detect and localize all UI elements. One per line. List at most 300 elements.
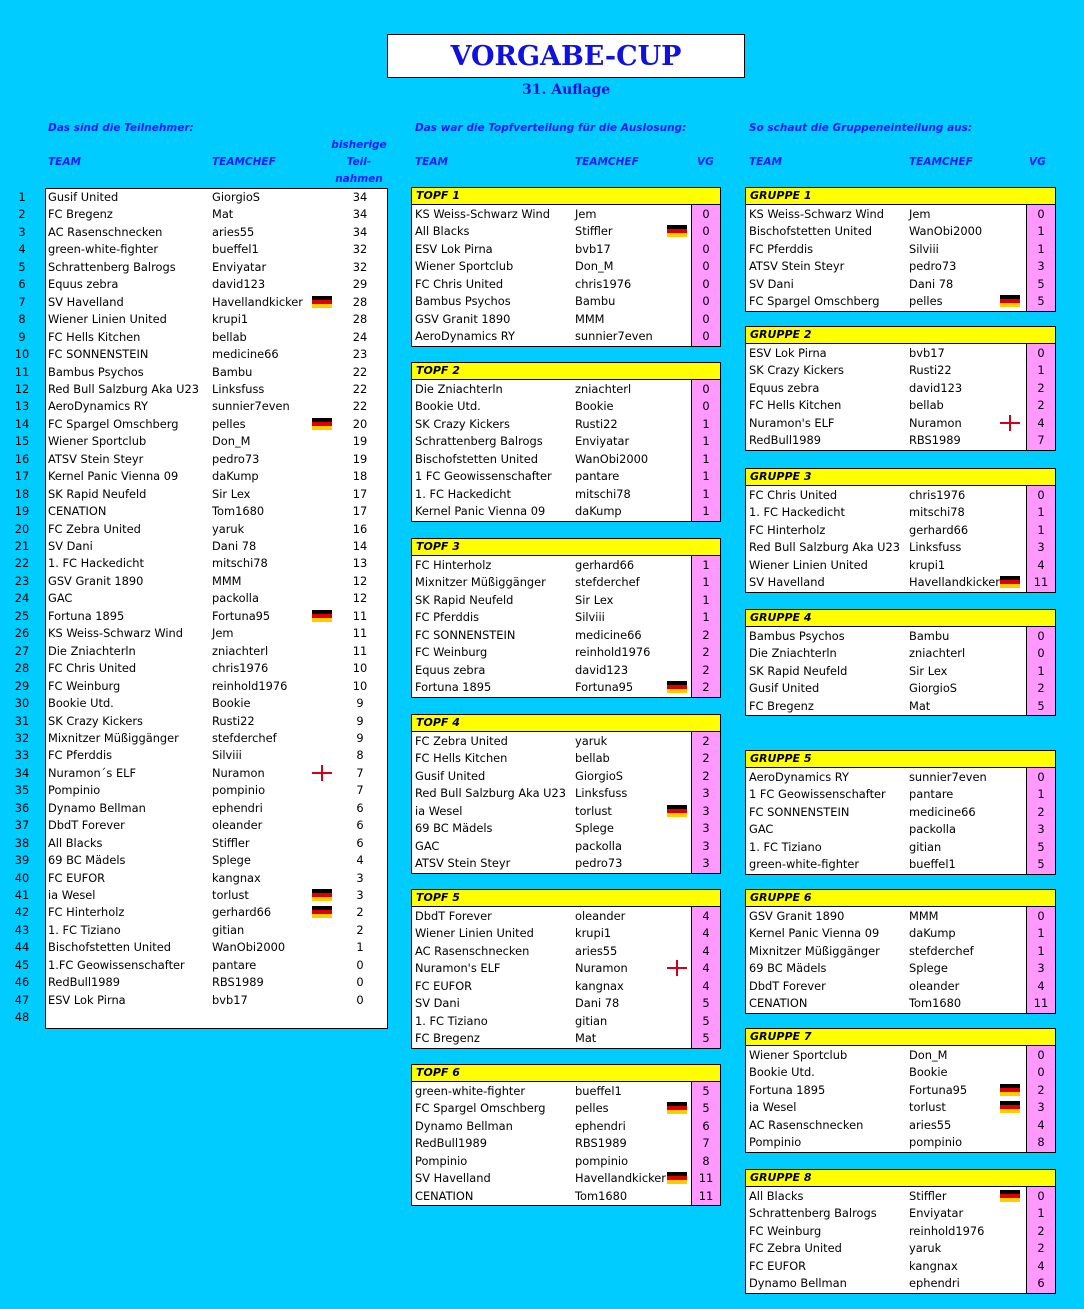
team-chef: Sir Lex xyxy=(212,486,251,501)
pots-heading: Das war die Topfverteilung für die Auslosung: xyxy=(415,122,687,134)
german-flag-icon xyxy=(1000,295,1020,307)
team-name: FC EUFOR xyxy=(749,1258,807,1273)
team-name: Red Bull Salzburg Aka U23 xyxy=(48,381,200,396)
participation-count: 0 xyxy=(356,992,364,1007)
vg-value: 3 xyxy=(1037,1100,1045,1115)
team-name: Schrattenberg Balrogs xyxy=(749,1206,877,1221)
pot-row xyxy=(412,592,720,609)
team-name: RedBull1989 xyxy=(48,975,120,990)
team-name: Die Zniachterln xyxy=(749,646,837,661)
team-chef: gitian xyxy=(909,839,942,854)
team-chef: pelles xyxy=(575,1101,609,1116)
row-number: 14 xyxy=(14,416,30,431)
team-chef: WanObi2000 xyxy=(909,224,983,239)
vg-value: 1 xyxy=(1037,363,1045,378)
team-name: green-white-fighter xyxy=(749,857,860,872)
team-chef: Havellandkicker xyxy=(909,575,1000,590)
team-chef: Jem xyxy=(909,207,931,221)
participation-count: 14 xyxy=(352,539,368,553)
pot-body xyxy=(411,204,721,347)
vg-value: 0 xyxy=(1037,909,1045,923)
group-row xyxy=(746,223,1055,240)
team-name: Schrattenberg Balrogs xyxy=(415,434,543,449)
participation-count: 19 xyxy=(352,434,368,449)
team-name: CENATION xyxy=(749,996,808,1011)
pot-row xyxy=(412,223,720,240)
team-chef: Nuramon xyxy=(212,765,265,780)
row-number: 10 xyxy=(14,347,30,362)
team-chef: bellab xyxy=(575,751,610,766)
vg-value: 1 xyxy=(702,434,710,449)
group-box xyxy=(745,609,1056,716)
participant-row xyxy=(14,1009,387,1026)
team-chef: Bookie xyxy=(909,1065,948,1080)
vg-value: 5 xyxy=(1037,857,1045,872)
pot-box xyxy=(411,187,721,347)
pot-row xyxy=(412,820,720,837)
team-name: 1. FC Hackedicht xyxy=(415,486,511,501)
participation-count: 8 xyxy=(356,748,364,763)
participation-count: 34 xyxy=(352,224,368,239)
team-name: Dynamo Bellman xyxy=(415,1118,513,1133)
pot-row xyxy=(412,943,720,960)
participant-row xyxy=(14,974,387,991)
vg-value: 1 xyxy=(1037,522,1045,537)
team-chef: Sir Lex xyxy=(575,592,614,607)
team-chef: GiorgioS xyxy=(575,768,624,783)
pot-row xyxy=(412,241,720,258)
group-row xyxy=(746,680,1055,697)
team-name: ATSV Stein Steyr xyxy=(749,259,845,274)
vg-value: 3 xyxy=(1037,259,1045,274)
vg-value: 5 xyxy=(702,1031,710,1046)
team-chef: Mat xyxy=(909,698,931,713)
group-body xyxy=(745,767,1056,875)
participation-count: 6 xyxy=(356,835,364,850)
participant-row xyxy=(14,678,387,695)
team-name: Bambus Psychos xyxy=(48,364,144,379)
team-name: 1 FC Geowissenschafter xyxy=(749,787,886,802)
row-number: 2 xyxy=(18,207,26,222)
row-number: 1 xyxy=(18,190,26,204)
group-row xyxy=(746,557,1055,574)
team-chef: Linksfuss xyxy=(909,540,962,555)
team-name: KS Weiss-Schwarz Wind xyxy=(749,207,884,221)
participation-count: 13 xyxy=(352,556,368,571)
team-chef: pompinio xyxy=(575,1153,629,1168)
team-chef: zniachterl xyxy=(212,643,269,658)
group-label: GRUPPE 3 xyxy=(745,468,1056,486)
vg-value: 1 xyxy=(1037,224,1045,239)
german-flag-icon xyxy=(667,1102,687,1114)
participant-row xyxy=(14,643,387,660)
pot-row xyxy=(412,908,720,925)
team-name: DbdT Forever xyxy=(415,909,492,923)
team-name: Gusif United xyxy=(749,681,820,696)
participant-row xyxy=(14,922,387,939)
team-chef: Tom1680 xyxy=(212,504,265,519)
pot-row xyxy=(412,768,720,785)
pots-col-team: TEAM xyxy=(415,156,448,168)
team-chef: MMM xyxy=(575,311,605,326)
participant-row xyxy=(18,294,387,311)
vg-value: 1 xyxy=(1037,663,1045,678)
group-row xyxy=(746,397,1055,414)
team-name: FC Spargel Omschberg xyxy=(749,294,880,309)
group-row xyxy=(746,663,1055,680)
team-name: 69 BC Mädels xyxy=(415,821,493,836)
participant-row xyxy=(14,433,387,450)
group-row xyxy=(746,908,1055,925)
team-chef: pedro73 xyxy=(575,856,623,871)
team-chef: aries55 xyxy=(575,943,618,958)
group-row xyxy=(746,1275,1055,1292)
vg-value: 0 xyxy=(1037,770,1045,784)
team-name: Equus zebra xyxy=(415,662,486,677)
team-chef: kangnax xyxy=(212,870,261,885)
team-chef: Bookie xyxy=(212,696,251,711)
row-number: 17 xyxy=(14,469,30,484)
participant-row xyxy=(14,346,387,363)
team-chef: medicine66 xyxy=(575,627,642,642)
team-name: Pompinio xyxy=(749,1135,802,1150)
vg-value: 2 xyxy=(1037,398,1045,413)
group-row xyxy=(746,487,1055,504)
team-name: FC SONNENSTEIN xyxy=(48,347,149,362)
participation-count: 32 xyxy=(352,242,368,257)
team-chef: bueffel1 xyxy=(212,242,259,257)
participation-count: 2 xyxy=(356,905,364,920)
vg-value: 1 xyxy=(1037,1206,1045,1221)
team-name: SK Crazy Kickers xyxy=(48,713,143,728)
team-name: Gusif United xyxy=(48,190,119,204)
team-chef: Jem xyxy=(575,207,597,221)
row-number: 45 xyxy=(14,957,30,972)
team-chef: Silviii xyxy=(212,748,242,763)
team-name: FC Weinburg xyxy=(48,678,121,693)
participants-col-part-1: bisherige xyxy=(331,139,387,151)
team-name: GSV Granit 1890 xyxy=(48,573,144,588)
row-number: 39 xyxy=(14,853,30,868)
team-name: Bookie Utd. xyxy=(48,696,114,711)
team-chef: Silviii xyxy=(909,241,939,256)
team-name: Wiener Sportclub xyxy=(48,434,147,449)
team-chef: reinhold1976 xyxy=(575,645,651,660)
group-box xyxy=(745,889,1056,1014)
team-name: FC Hells Kitchen xyxy=(415,751,508,766)
vg-value: 0 xyxy=(702,294,710,309)
page-title: VORGABE-CUP xyxy=(387,34,745,78)
team-name: FC SONNENSTEIN xyxy=(415,627,516,642)
german-flag-icon xyxy=(312,906,332,918)
team-name: SV Havelland xyxy=(48,294,124,309)
english-flag-icon xyxy=(667,960,687,976)
pot-body xyxy=(411,731,721,874)
row-number: 30 xyxy=(14,696,30,711)
row-number: 16 xyxy=(14,451,30,466)
team-name: Dynamo Bellman xyxy=(48,800,146,815)
team-chef: pedro73 xyxy=(909,259,957,274)
vg-value: 2 xyxy=(702,768,710,783)
vg-value: 3 xyxy=(1037,540,1045,555)
group-row xyxy=(746,804,1055,821)
groups-col-team: TEAM xyxy=(749,156,782,168)
team-chef: bellab xyxy=(212,329,247,344)
participation-count: 9 xyxy=(356,730,364,745)
vg-value: 1 xyxy=(1037,926,1045,941)
team-name: SK Rapid Neufeld xyxy=(48,486,147,501)
participant-row xyxy=(14,590,387,607)
participation-count: 11 xyxy=(352,626,368,641)
team-name: Nuramon´s ELF xyxy=(48,765,137,780)
team-name: Fortuna 1895 xyxy=(415,680,492,695)
group-row xyxy=(746,769,1055,786)
group-row xyxy=(746,1205,1055,1222)
team-name: Fortuna 1895 xyxy=(48,608,125,623)
participation-count: 28 xyxy=(352,294,368,309)
team-chef: torlust xyxy=(575,803,612,818)
row-number: 47 xyxy=(14,992,30,1007)
vg-value: 1 xyxy=(702,451,710,466)
vg-value: 2 xyxy=(1037,1241,1045,1256)
team-name: SK Rapid Neufeld xyxy=(749,663,848,678)
team-name: FC Hinterholz xyxy=(415,558,492,572)
vg-value: 0 xyxy=(702,382,710,396)
participation-count: 10 xyxy=(352,678,368,693)
team-name: FC Weinburg xyxy=(415,645,488,660)
group-row xyxy=(746,856,1055,873)
group-body xyxy=(745,906,1056,1014)
team-chef: kangnax xyxy=(575,978,624,993)
participant-row xyxy=(14,608,387,625)
team-name: AC Rasenschnecken xyxy=(48,224,163,239)
vg-value: 6 xyxy=(1037,1276,1045,1291)
row-number: 42 xyxy=(14,905,30,920)
team-chef: stefderchef xyxy=(575,575,640,590)
team-name: CENATION xyxy=(48,504,107,519)
pot-label: TOPF 3 xyxy=(411,538,721,556)
row-number: 6 xyxy=(18,277,26,292)
team-chef: aries55 xyxy=(909,1117,952,1132)
team-name: GAC xyxy=(48,591,73,606)
team-chef: RBS1989 xyxy=(212,975,264,990)
vg-value: 7 xyxy=(702,1136,710,1151)
group-row xyxy=(746,1099,1055,1116)
team-name: Bischofstetten United xyxy=(415,451,538,466)
team-name: FC Chris United xyxy=(415,276,504,291)
vg-value: 1 xyxy=(702,416,710,431)
row-number: 24 xyxy=(14,591,30,606)
german-flag-icon xyxy=(667,225,687,237)
participant-row xyxy=(14,573,387,590)
row-number: 37 xyxy=(14,818,30,833)
team-name: SV Dani xyxy=(749,276,794,291)
pot-label: TOPF 6 xyxy=(411,1064,721,1082)
participant-row xyxy=(14,416,387,433)
pot-row xyxy=(412,276,720,293)
team-name: Fortuna 1895 xyxy=(749,1082,826,1097)
vg-value: 4 xyxy=(1037,1117,1045,1132)
team-chef: Enviyatar xyxy=(575,434,630,449)
team-chef: Bookie xyxy=(575,399,614,414)
row-number: 43 xyxy=(14,922,30,937)
pot-box xyxy=(411,538,721,698)
group-box xyxy=(745,468,1056,593)
group-row xyxy=(746,522,1055,539)
vg-value: 0 xyxy=(1037,346,1045,360)
team-chef: Havellandkicker xyxy=(575,1171,666,1186)
group-body xyxy=(745,626,1056,716)
team-name: FC Spargel Omschberg xyxy=(415,1101,546,1116)
participant-row xyxy=(14,381,387,398)
team-name: Bookie Utd. xyxy=(415,399,481,414)
vg-value: 3 xyxy=(1037,961,1045,976)
team-chef: GiorgioS xyxy=(212,190,261,204)
vg-value: 4 xyxy=(1037,1258,1045,1273)
row-number: 25 xyxy=(14,608,30,623)
pot-body xyxy=(411,1081,721,1206)
team-name: DbdT Forever xyxy=(749,978,826,993)
pot-row xyxy=(412,855,720,872)
team-chef: Havellandkicker xyxy=(212,294,303,309)
team-chef: WanObi2000 xyxy=(212,940,286,955)
participant-row xyxy=(14,503,387,520)
pot-label: TOPF 5 xyxy=(411,889,721,907)
participant-row xyxy=(14,538,387,555)
team-chef: sunnier7even xyxy=(212,399,290,414)
team-name: FC Pferddis xyxy=(749,241,814,256)
team-chef: medicine66 xyxy=(212,347,279,362)
group-row xyxy=(746,241,1055,258)
team-name: Bambus Psychos xyxy=(749,629,845,643)
row-number: 7 xyxy=(18,294,26,309)
participants-col-part-3: nahmen xyxy=(335,173,383,185)
participation-count: 0 xyxy=(356,975,364,990)
team-name: Mixnitzer Müßiggänger xyxy=(749,943,880,958)
team-chef: david123 xyxy=(909,380,963,395)
pot-row xyxy=(412,609,720,626)
team-chef: krupi1 xyxy=(909,557,946,572)
team-chef: Don_M xyxy=(575,259,614,274)
team-chef: Enviyatar xyxy=(212,259,267,274)
team-name: ESV Lok Pirna xyxy=(48,992,126,1007)
pot-row xyxy=(412,978,720,995)
team-name: Bischofstetten United xyxy=(749,224,872,239)
team-chef: Linksfuss xyxy=(212,381,265,396)
groups-heading: So schaut die Gruppeneinteilung aus: xyxy=(749,122,973,134)
participation-count: 22 xyxy=(352,381,368,396)
participation-count: 2 xyxy=(356,922,364,937)
participation-count: 19 xyxy=(352,451,368,466)
team-chef: reinhold1976 xyxy=(909,1223,985,1238)
team-chef: packolla xyxy=(212,591,259,606)
group-row xyxy=(746,276,1055,293)
team-name: AeroDynamics RY xyxy=(749,770,849,784)
vg-value: 3 xyxy=(702,803,710,818)
team-name: AeroDynamics RY xyxy=(48,399,148,414)
team-chef: Splege xyxy=(212,853,251,868)
pot-row xyxy=(412,1118,720,1135)
group-row xyxy=(746,960,1055,977)
team-chef: gitian xyxy=(212,922,245,937)
pot-row xyxy=(412,750,720,767)
team-name: FC Bregenz xyxy=(749,698,814,713)
team-chef: pompinio xyxy=(212,783,266,798)
participation-count: 12 xyxy=(352,591,368,606)
team-chef: stefderchef xyxy=(909,943,974,958)
team-chef: Enviyatar xyxy=(909,1206,964,1221)
participant-row xyxy=(18,329,387,346)
row-number: 3 xyxy=(18,224,26,239)
team-chef: daKump xyxy=(575,504,622,519)
team-name: 69 BC Mädels xyxy=(749,961,827,976)
pot-label: TOPF 4 xyxy=(411,714,721,732)
pot-row xyxy=(412,574,720,591)
team-chef: MMM xyxy=(909,909,939,923)
row-number: 19 xyxy=(14,504,30,519)
vg-value: 1 xyxy=(702,592,710,607)
vg-value: 5 xyxy=(1037,698,1045,713)
vg-value: 1 xyxy=(1037,943,1045,958)
pot-label: TOPF 2 xyxy=(411,362,721,380)
participant-row xyxy=(14,852,387,869)
team-chef: GiorgioS xyxy=(909,681,958,696)
team-chef: Tom1680 xyxy=(575,1188,628,1203)
team-name: KS Weiss-Schwarz Wind xyxy=(415,207,550,221)
team-chef: pantare xyxy=(909,787,954,802)
vg-value: 1 xyxy=(702,486,710,501)
vg-value: 0 xyxy=(702,259,710,274)
german-flag-icon xyxy=(1000,1190,1020,1202)
participant-row xyxy=(14,800,387,817)
pot-row xyxy=(412,1083,720,1100)
pot-box xyxy=(411,362,721,522)
participant-row xyxy=(14,695,387,712)
team-name: Kernel Panic Vienna 09 xyxy=(48,469,179,484)
pot-row xyxy=(412,1135,720,1152)
team-name: ESV Lok Pirna xyxy=(749,346,827,360)
team-chef: Jem xyxy=(212,626,234,641)
team-chef: daKump xyxy=(212,469,259,484)
team-name: FC Spargel Omschberg xyxy=(48,416,179,431)
team-name: Die Zniachterln xyxy=(415,382,503,396)
german-flag-icon xyxy=(312,610,332,622)
team-chef: Sir Lex xyxy=(909,663,948,678)
team-chef: david123 xyxy=(212,277,266,292)
group-box xyxy=(745,750,1056,875)
vg-value: 4 xyxy=(702,943,710,958)
participant-row xyxy=(14,817,387,834)
row-number: 29 xyxy=(14,678,30,693)
team-name: ia Wesel xyxy=(415,803,463,818)
participant-row xyxy=(14,957,387,974)
team-chef: Bambu xyxy=(909,629,950,643)
row-number: 26 xyxy=(14,626,30,641)
participation-count: 3 xyxy=(356,870,364,885)
participation-count: 24 xyxy=(352,329,368,344)
pot-row xyxy=(412,1188,720,1205)
pot-row xyxy=(412,468,720,485)
row-number: 34 xyxy=(14,765,30,780)
team-chef: bueffel1 xyxy=(909,857,956,872)
vg-value: 3 xyxy=(702,786,710,801)
pot-box xyxy=(411,889,721,1049)
vg-value: 0 xyxy=(702,399,710,414)
participation-count: 4 xyxy=(356,853,364,868)
vg-value: 2 xyxy=(1037,380,1045,395)
participation-count: 9 xyxy=(356,713,364,728)
team-chef: Bambu xyxy=(212,364,253,379)
